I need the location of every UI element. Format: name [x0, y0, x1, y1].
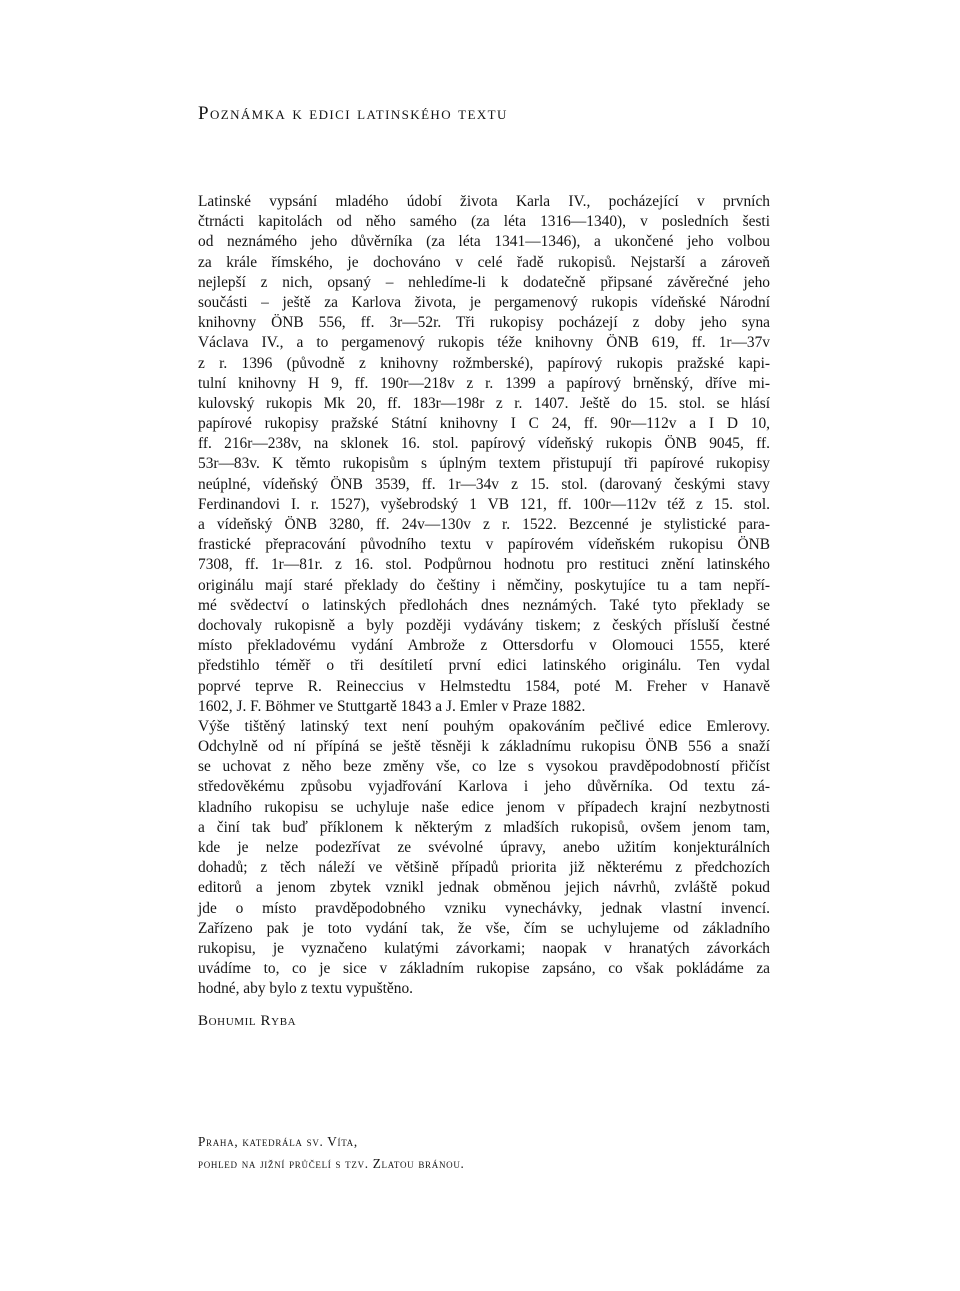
text-line: Odchylně od ní přípíná se ještě těsněji k základnímu rukopisu ÖNB 556 a snaží [198, 738, 770, 756]
text-line: neúplné, vídeňský ÖNB 3539, ff. 1r—34v z 15. stol. (darovaný českými stavy [198, 475, 770, 493]
page-title: Poznámka k edici latinského textu [198, 103, 508, 124]
text-line: nejlepší z nich, opsaný – nehledíme-li k dodatečně připsané závěrečné jeho [198, 273, 770, 291]
text-line: Výše tištěný latinský text není pouhým opakováním pečlivé edice Emlerovy. [198, 717, 770, 735]
text-line: knihovny ÖNB 556, ff. 3r—52r. Tři rukopisy pocházejí z doby jeho syna [198, 314, 770, 332]
text-line: a činí tak buď příklonem k některým z mladších rukopisů, ovšem jenom tam, [198, 818, 770, 836]
text-line: 7308, ff. 1r—81r. z 16. stol. Podpůrnou hodnotu pro restituci znění latinského [198, 556, 770, 574]
text-line: 1602, J. F. Böhmer ve Stuttgartě 1843 a J. Emler v Praze 1882. [198, 697, 586, 715]
text-line: předstihlo téměř o tři desítiletí první edici latinského originálu. Ten vydal [198, 657, 770, 675]
text-line: z r. 1396 (původně z knihovny rožmberské), papírový rukopis pražské kapi- [198, 354, 770, 372]
text-line: dohadů; z těch náleží ve většině případů priorita již některému z předchozích [198, 859, 770, 877]
text-line: se uchovat z něho beze změny vše, co lze s vysokou pravděpodobností přičíst [198, 758, 770, 776]
body-text [198, 192, 770, 1000]
text-line: středověkému způsobu vyjadřování Karlova i jeho důvěrníka. Od textu zá- [198, 778, 770, 796]
text-line: 53r—83v. K těmto rukopisům s úplným textem přistupují tři papírové rukopisy [198, 455, 770, 473]
text-line: originálu mají staré překlady do češtiny i němčiny, poskytujíce tu a tam nepří- [198, 576, 770, 594]
text-line: součásti – ještě za Karlova života, je pergamenový rukopis vídeňské Národní [198, 293, 770, 311]
text-line: kulovský rukopis Mk 20, ff. 183r—198r z r. 1407. Ještě do 15. stol. se hlásí [198, 394, 770, 412]
text-line: ff. 216r—238v, na sklonek 16. stol. papírový vídeňský rukopis ÖNB 9045, ff. [198, 435, 770, 453]
text-line: tulní knihovny H 9, ff. 190r—218v z r. 1399 a papírový brněnský, dříve mi- [198, 374, 770, 392]
text-line: za krále římského, je dochováno v celé řadě rukopisů. Nejstarší a zároveň [198, 253, 770, 271]
text-line: a vídeňský ÖNB 3280, ff. 24v—130v z r. 1522. Bezcenné je stylistické para- [198, 516, 770, 533]
image-caption [198, 1131, 465, 1175]
text-line: od neznámého jeho důvěrníka (za léta 1341—1346), a ukončené jeho volbou [198, 233, 770, 251]
text-line: mé svědectví o latinských předlohách dnes neznámých. Také tyto překlady se [198, 596, 770, 614]
text-line: hodné, aby bylo z textu vypuštěno. [198, 980, 414, 998]
text-line: kde je nelze podezřívat ze svévolné úpravy, anebo užitím konjekturálních [198, 839, 770, 856]
text-line: papírové rukopisy pražské Státní knihovny I C 24, ff. 90r—112v a I D 10, [198, 415, 770, 433]
text-line: místo překladovému vydání Ambrože z Ottersdorfu v Olomouci 1555, které [198, 637, 770, 655]
text-line: rukopisu, je vyznačeno kulatými závorkami; naopak v hranatých závorkách [198, 939, 770, 957]
text-line: frastické přepracování původního textu v papírovém vídeňském rukopisu ÖNB [198, 536, 770, 554]
caption-line: pohled na jižní průčelí s tzv. Zlatou bránou. [198, 1156, 465, 1171]
author-signature: Bohumil Ryba [198, 1013, 297, 1029]
text-line: Zařízeno pak je toto vydání tak, že vše, čím se uchylujeme od základního [198, 919, 770, 937]
text-line: jde o místo pravděpodobného vzniku vynechávky, jednak vlastní invencí. [198, 899, 770, 917]
text-line: dochovaly rukopisně a byly později vydávány tiskem; z českých přísluší čestné [198, 616, 770, 634]
text-line: kladního rukopisu se uchyluje naše edice jenom v případech krajní nezbytnosti [198, 798, 770, 816]
text-line: Ferdinandovi I. r. 1527), vyšebrodský 1 VB 121, ff. 100r—112v též z 15. stol. [198, 495, 770, 513]
text-line: čtrnácti kapitolách od něho samého (za léta 1316—1340), v posledních šesti [198, 213, 770, 231]
text-line: poprvé teprve R. Reineccius v Helmstedtu 1584, poté M. Freher v Hanavě [198, 677, 770, 695]
text-line: uvádíme to, co je sice v základním rukopise zapsáno, co však pokládáme za [198, 960, 770, 978]
text-line: Latinské vypsání mladého údobí života Karla IV., pocházející v prvních [198, 193, 770, 210]
caption-line: Praha, katedrála sv. Víta, [198, 1134, 358, 1149]
text-line: editorů a jenom zbytek vznikl jednak obměnou jejich návrhů, zvláště pokud [198, 879, 770, 897]
text-line: Václava IV., a to pergamenový rukopis téže knihovny ÖNB 619, ff. 1r—37v [198, 334, 770, 352]
